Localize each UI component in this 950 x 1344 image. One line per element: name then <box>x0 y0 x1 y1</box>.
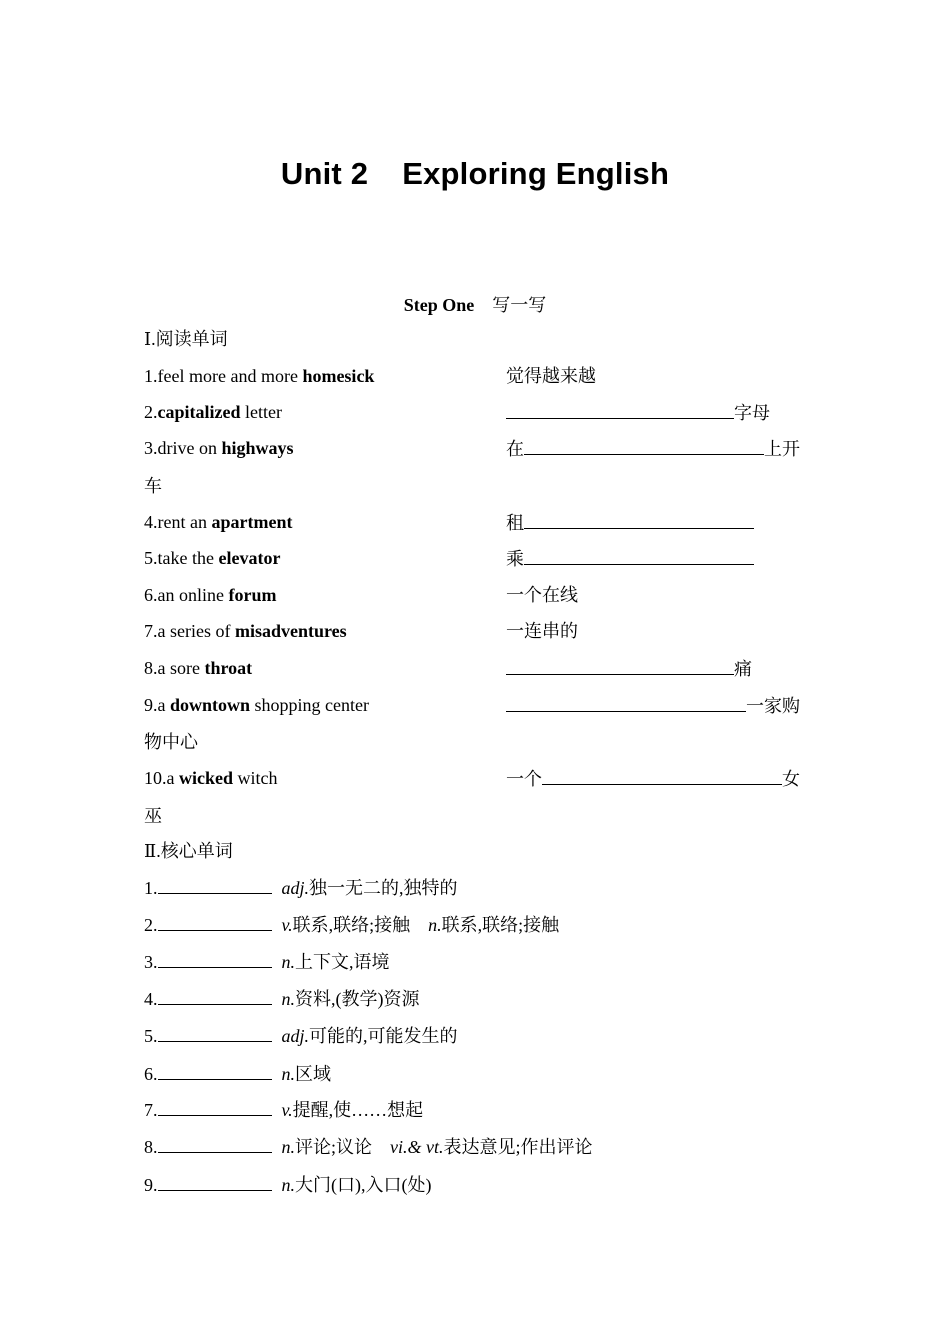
reading-cn-1: 觉得越来越 <box>506 366 596 386</box>
core-item-3: 3. n.上下文,语境 <box>144 952 390 972</box>
reading-wrap-3: 车 <box>144 476 162 496</box>
reading-cn-10: 一个 女 <box>506 769 800 789</box>
reading-cn-5: 乘 <box>506 547 754 570</box>
reading-cn-2: 字母 <box>506 401 770 424</box>
core-item-5: 5. adj.可能的,可能发生的 <box>144 1026 458 1046</box>
answer-blank[interactable] <box>506 401 734 419</box>
reading-wrap-9: 物中心 <box>144 732 198 752</box>
answer-blank[interactable] <box>158 1062 272 1080</box>
reading-item-7: 7.a series of misadventures <box>144 621 347 641</box>
reading-cn-3: 在 上开 <box>506 439 800 459</box>
reading-item-9: 9.a downtown shopping center <box>144 695 369 715</box>
answer-blank[interactable] <box>542 767 782 785</box>
reading-cn-8: 痛 <box>506 657 752 680</box>
reading-item-6: 6.an online forum <box>144 585 277 605</box>
core-item-4: 4. n.资料,(教学)资源 <box>144 989 420 1009</box>
answer-blank[interactable] <box>158 1135 272 1153</box>
reading-item-5: 5.take the elevator <box>144 548 281 568</box>
answer-blank[interactable] <box>158 987 272 1005</box>
page-title <box>0 156 950 192</box>
core-item-8: 8. n.评论;议论 vi.& vt.表达意见;作出评论 <box>144 1137 593 1157</box>
answer-blank[interactable] <box>524 547 754 565</box>
answer-blank[interactable] <box>524 437 764 455</box>
answer-blank[interactable] <box>524 511 754 529</box>
answer-blank[interactable] <box>158 950 272 968</box>
core-item-7: 7. v.提醒,使……想起 <box>144 1100 424 1120</box>
reading-item-3: 3.drive on highways <box>144 438 294 458</box>
reading-item-4: 4.rent an apartment <box>144 512 293 532</box>
title-topic: Exploring English <box>402 156 670 191</box>
core-item-2: 2. v.联系,联络;接触 n.联系,联络;接触 <box>144 915 560 935</box>
reading-wrap-10: 巫 <box>144 806 162 826</box>
answer-blank[interactable] <box>158 1098 272 1116</box>
answer-blank[interactable] <box>158 876 272 894</box>
answer-blank[interactable] <box>158 1024 272 1042</box>
reading-cn-7: 一连串的 <box>506 621 578 641</box>
reading-item-1: 1.feel more and more homesick <box>144 366 375 386</box>
answer-blank[interactable] <box>506 657 734 675</box>
step-cn: 写一写 <box>492 295 547 315</box>
step-heading <box>0 291 950 317</box>
section2-heading: Ⅱ.核心单词 <box>144 841 233 861</box>
section1-heading: Ⅰ.阅读单词 <box>144 329 228 349</box>
reading-item-10: 10.a wicked witch <box>144 768 278 788</box>
reading-cn-9: 一家购 <box>506 694 800 717</box>
answer-blank[interactable] <box>158 913 272 931</box>
answer-blank[interactable] <box>158 1173 272 1191</box>
reading-item-2: 2.capitalized letter <box>144 402 282 422</box>
core-item-1: 1. adj.独一无二的,独特的 <box>144 878 458 898</box>
reading-cn-6: 一个在线 <box>506 585 578 605</box>
reading-cn-4: 租 <box>506 511 754 534</box>
title-unit: Unit 2 <box>280 156 369 191</box>
reading-item-8: 8.a sore throat <box>144 658 253 678</box>
step-label: Step One <box>403 295 475 315</box>
core-item-6: 6. n.区域 <box>144 1064 331 1084</box>
answer-blank[interactable] <box>506 694 746 712</box>
core-item-9: 9. n.大门(口),入口(处) <box>144 1175 432 1195</box>
